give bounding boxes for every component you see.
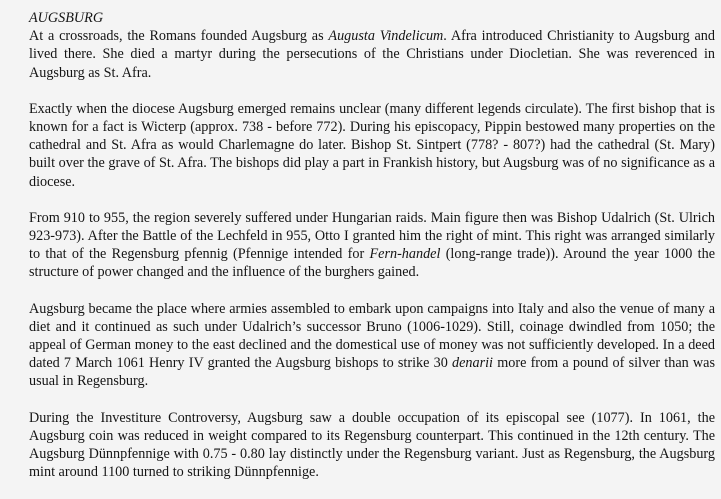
- paragraph-founding: [29, 27, 715, 82]
- paragraph-text: (long-range trade)). Around the year 1000 the structure of power changed and the influence of the burghers gained.: [29, 246, 716, 281]
- document-body: [29, 9, 715, 499]
- paragraph-text: At a crossroads, the Romans founded Augsburg as: [29, 28, 329, 45]
- paragraph-investiture: [29, 409, 715, 482]
- italic-term: denarii: [452, 355, 493, 372]
- paragraph-text: . Afra introduced Christianity to Augsburg and lived there. She died a martyr during the persecutions of the Christians under Diocletian. She was reverenced in Augsburg as St. Afra.: [29, 28, 715, 81]
- italic-term: Fern-handel: [369, 246, 441, 263]
- paragraph-text: Exactly when the diocese Augsburg emerged remains unclear (many different legends circulate). The first bishop that is known for a fact is Wicterp (approx. 738 - before 772). During his episcopacy, Pippin bestowed many properties on the cathedral and St. Afra as would Charlemagne do later. Bishop St. Sintpert (778? - 807?) had the cathedral (St. Mary) built over the grave of St. Afra. The bishops did play a part in Frankish history, but Augsburg was of no significance as a diocese.: [29, 100, 715, 190]
- paragraph-text: Augsburg became the place where armies assembled to embark upon campaigns into Italy and also the venue of many a diet and it continued as such under Udalrich’s successor Bruno (1006-1029). Still, coinage dwindled from 1050; the appeal of German money to the east declined and the domestical use of money was not sufficiently developed. In a deed dated 7 March 1061 Henry IV granted the Augsburg bishops to strike 30: [29, 300, 715, 372]
- paragraph-diocese: [29, 100, 715, 191]
- paragraph-text: more from a pound of silver than was usual in Regensburg.: [29, 355, 715, 390]
- document-title: AUGSBURG: [29, 10, 104, 26]
- paragraph-hungarian-raids: [29, 209, 715, 282]
- paragraph-armies: [29, 300, 715, 391]
- paragraph-text: From 910 to 955, the region severely suffered under Hungarian raids. Main figure then was Bishop Udalrich (St. Ulrich 923-973). After the Battle of the Lechfeld in 955, Otto I granted him the right of mint. This right was arranged similarly to that of the Regensburg pfennig (Pfennige intended for: [29, 209, 715, 263]
- paragraph-text: During the Investiture Controversy, Augsburg saw a double occupation of its episcopal see (1077). In 1061, the Augsburg coin was reduced in weight compared to its Regensburg counterpart. This continued in the 12th century. The Augsburg Dünnpfennige with 0.75 - 0.80 lay distinctly under the Regensburg variant. Just as Regensburg, the Augsburg mint around 1100 turned to striking Dünnpfennige.: [29, 409, 715, 481]
- latin-name: Augusta Vindelicum: [328, 28, 444, 45]
